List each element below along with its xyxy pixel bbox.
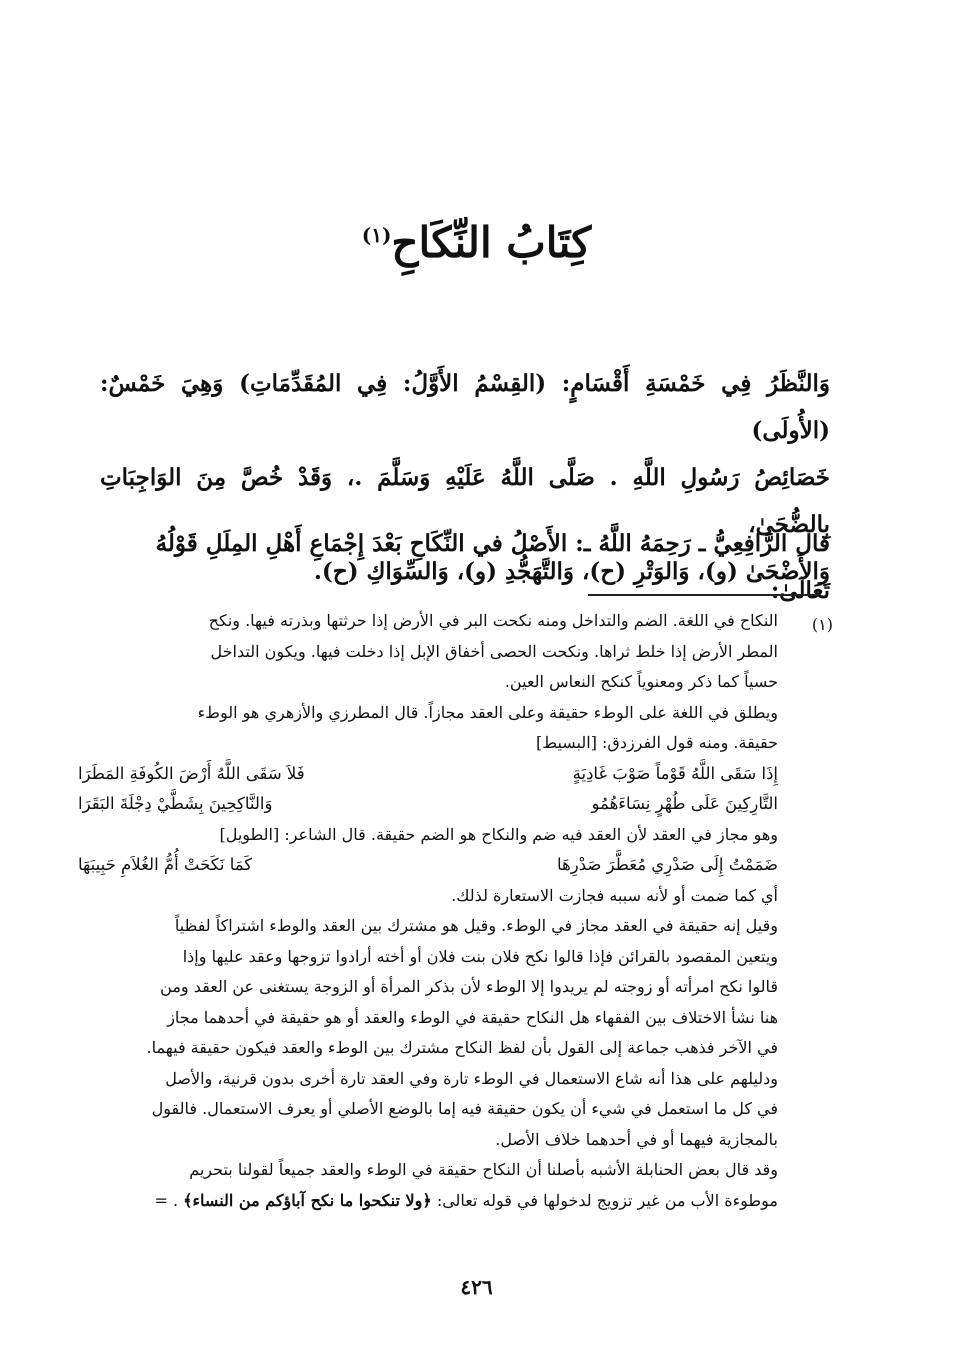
chapter-title-text: كِتَابُ النِّكَاحِ	[391, 218, 592, 267]
footnote-line: هنا نشأ الاختلاف بين الفقهاء هل النكاح حقيقة في الوطء والعقد أو هو حقيقة في أحدهما مجاز	[167, 1007, 778, 1027]
footnote-line: ودليلهم على هذا أنه شاع الاستعمال في الوطء تارة وفي العقد تارة أخرى بدون قرنية، والأصل	[165, 1068, 778, 1088]
continuation-mark: . =	[154, 1190, 179, 1210]
page-number: ٤٢٦	[460, 1275, 493, 1299]
footnote-number: (١)	[811, 615, 833, 634]
footnote-line: قالوا نكح امرأته أو زوجته لم يريدوا إلا الوطء لأن بذكر المرأة أو الزوجة يستغنى عن العقد ومن	[160, 977, 778, 996]
poem-verse	[74, 759, 778, 790]
verse-first-hemistich: التَّارِكِينَ عَلَى طُهْرٍ نِسَاءَهُمُو	[591, 794, 778, 813]
main-line: وَالأَضْحَىٰ (و)، وَالوَتْرِ (ح)، وَالتَّهَجُّدِ (و)، وَالسِّوَاكِ (ح).	[313, 558, 830, 585]
footnote-line: حقيقة. ومنه قول الفرزدق: [البسيط]	[536, 733, 778, 752]
verse-second-hemistich: فَلاَ سَقَى اللَّهُ أَرْضَ الكُوفَةِ المَطَرَا	[78, 763, 305, 783]
footnote-line: وقيل إنه حقيقة في العقد مجاز في الوطء. وقيل هو مشترك بين العقد والوطء اشتراكاً لفظياً	[174, 916, 778, 935]
quran-verse: ﴿ولا تنكحوا ما نكح آباؤكم من النساء﴾	[183, 1190, 432, 1210]
poem-verse	[74, 850, 778, 881]
footnote-line: حسياً كما ذكر ومعنوياً كنكح النعاس العين.	[504, 672, 778, 691]
verse-first-hemistich: ضَمَمْتُ إِلَى صَدْرِي مُعَطَّرَ صَدْرِهَا	[557, 855, 778, 874]
footnote-line: ويتعين المقصود بالقرائن فإذا قالوا نكح فلان بنت فلان أو أخته أرادوا تزوجها وعقد عليها وإذا	[182, 946, 778, 966]
footnote-line: ويطلق في اللغة على الوطء حقيقة وعلى العقد مجازاً. قال المطرزي والأزهري هو الوطء	[197, 702, 778, 722]
poem-verse	[74, 789, 778, 820]
title-footnote-ref: (١)	[361, 223, 392, 247]
footnote-line: النكاح في اللغة. الضم والتداخل ومنه نكحت البر في الأرض إذا حرثتها وبذرته فيها. ونكح	[208, 611, 778, 630]
footnote-line: أي كما ضمت أو لأنه سببه فجازت الاستعارة لذلك.	[451, 885, 778, 905]
footnote-line: المطر الأرض إذا خلط ثراها. ونكحت الحصى أخفاق الإبل إذا دخلت فيها. ويكون التداخل	[210, 641, 778, 661]
main-line: خَصَائِصُ رَسُولِ اللَّهِ . صَلَّى اللَّهُ عَلَيْهِ وَسَلَّمَ .، وَقَدْ خُصَّ مِنَ الوَاجِبَاتِ بِالضُّحَىٰ،	[100, 464, 830, 538]
footnote-line: في الآخر فذهب جماعة إلى القول بأن لفظ النكاح مشترك بين الوطء والعقد فيكون حقيقة فيهما.	[146, 1038, 778, 1057]
verse-first-hemistich: إِذَا سَقَى اللَّهُ قَوْماً صَوْبَ غَادِيَةٍ	[572, 763, 778, 783]
footnote-line: بالمجازية فيهما أو في أحدهما خلاف الأصل.	[495, 1129, 778, 1149]
chapter-title	[0, 205, 953, 273]
footnote-text: موطوءة الأب من غير تزويج لدخولها في قوله تعالى:	[436, 1190, 778, 1210]
footnote	[74, 606, 778, 1216]
verse-second-hemistich: وَالنَّاكِحِينَ بِشَطَّيْ دِجْلَةَ البَقَرَا	[78, 794, 273, 813]
commentary-line: قال الرَّافِعِيُّ ـ رَحِمَهُ اللَّهُ ـ: الأَصْلُ في النِّكَاحِ بَعْدَ إِجْمَاعِ أَهْلِ المِلَلِ قَوْلُهُ تَعَالَىٰ:	[155, 530, 830, 604]
main-line: وَالنَّظَرُ فِي خَمْسَةِ أَقْسَامٍ: (القِسْمُ الأَوَّلُ: فِي المُقَدِّمَاتِ) وَهِيَ خَمْسٌ: (الأُولَى)	[100, 370, 830, 444]
footnote-separator	[588, 594, 818, 596]
footnote-line: وقد قال بعض الحنابلة الأشبه بأصلنا أن النكاح حقيقة في الوطء والعقد جميعاً لقولنا بتحريم	[189, 1160, 778, 1179]
footnote-line: وهو مجاز في العقد لأن العقد فيه ضم والنكاح هو الضم حقيقة. قال الشاعر: [الطويل]	[219, 824, 778, 844]
verse-second-hemistich: كَمَا نَكَحَتْ أُمُّ الغُلاَمِ حَبِيبَهَا	[78, 855, 253, 874]
footnote-line: في كل ما استعمل في شيء أن يكون حقيقة فيه إما بالوضع الأصلي أو يعرف الاستعمال. فالقول	[151, 1099, 778, 1118]
footnote-last-line	[74, 1186, 778, 1217]
